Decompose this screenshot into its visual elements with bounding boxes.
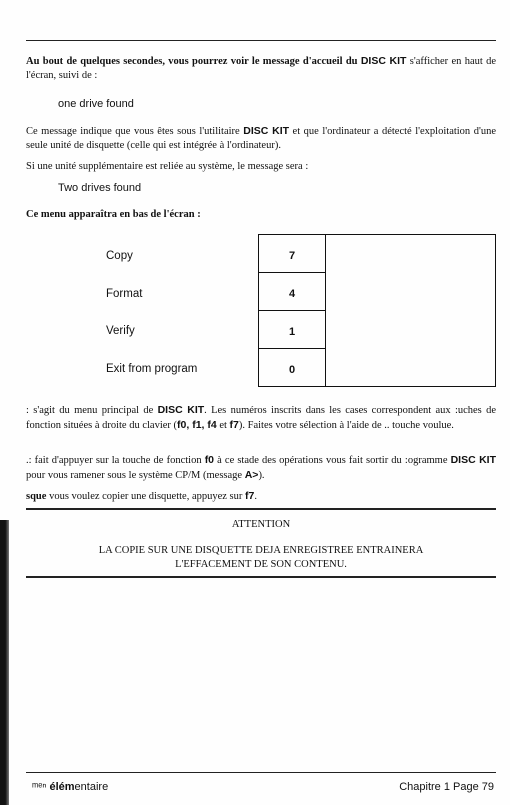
menu-item-copy: Copy	[106, 250, 133, 262]
copy-lead: sque	[26, 491, 47, 502]
warning-line-2: L'EFFACEMENT DE SON CONTENU.	[175, 559, 347, 570]
menu-key-copy: 7	[288, 250, 296, 262]
footer-rest: entaire	[74, 781, 109, 793]
main-menu-text: et	[216, 420, 230, 431]
footer-rule	[26, 772, 496, 773]
footer-bold: élém	[49, 781, 75, 793]
message-one-drive: one drive found	[58, 98, 134, 110]
copy-text: vous voulez copier une disquette, appuyez sur	[46, 491, 246, 502]
exit-text: pour vous ramener sous le système CP/M (message	[26, 470, 245, 481]
binding-edge	[0, 520, 9, 805]
warning-bottom-rule	[26, 576, 496, 578]
menu-intro-paragraph: Ce menu apparaîtra en bas de l'écran :	[26, 209, 201, 220]
exit-text-end: ).	[258, 470, 265, 481]
function-keys: f0, f1, f4	[177, 419, 217, 431]
function-key-f7: f7	[229, 419, 239, 431]
warning-title: ATTENTION	[231, 519, 291, 530]
cpm-prompt: A>	[244, 469, 259, 481]
intro-text-end: s'afficher en haut de l'écran, suivi de :	[26, 56, 497, 81]
intro-text: Au bout de quelques secondes, vous pourrez voir le message d'accueil du	[26, 56, 361, 67]
menu-key-format: 4	[288, 288, 296, 300]
menu-item-verify: Verify	[106, 325, 135, 337]
main-menu-text: : s'agit du menu principal de	[26, 405, 158, 416]
menu-item-format: Format	[106, 288, 143, 300]
menu-key-exit: 0	[288, 364, 296, 376]
exit-paragraph	[26, 453, 496, 483]
table-row-divider	[259, 310, 326, 311]
detect-text: Ce message indique que vous êtes sous l'utilitaire	[26, 126, 244, 137]
copy-paragraph	[26, 489, 496, 504]
warning-line-1: LA COPIE SUR UNE DISQUETTE DEJA ENREGISTREE ENTRAINERA	[98, 545, 424, 556]
table-row-divider	[259, 348, 326, 349]
copy-text-end: .	[254, 491, 257, 502]
detect-text-end: et que l'ordinateur a détecté l'exploitation d'une seule unité de disquette (celle qui est intégrée à l'ordinateur).	[26, 126, 496, 151]
top-rule	[26, 40, 496, 41]
intro-paragraph	[26, 54, 496, 83]
footer-left	[32, 781, 108, 793]
brand-name: DISC KIT	[243, 125, 290, 137]
page-number: Chapitre 1 Page 79	[399, 781, 494, 793]
extra-unit-paragraph: Si une unité supplémentaire est reliée au système, le message sera :	[26, 161, 309, 172]
brand-name: DISC KIT	[360, 55, 407, 67]
footer-prefix: ᵐᵉⁿ	[32, 781, 50, 793]
detect-paragraph	[26, 124, 496, 153]
function-key-f0: f0	[204, 454, 215, 466]
main-menu-paragraph	[26, 403, 496, 433]
exit-text: .: fait d'appuyer sur la touche de fonction	[26, 455, 205, 466]
main-menu-text: . Les numéros inscrits dans les cases correspondent aux :uches de fonction situées à droite du clavier (	[26, 405, 496, 431]
exit-text: à ce stade des opérations vous fait sortir du :ogramme	[214, 455, 451, 466]
warning-top-rule	[26, 508, 496, 510]
menu-item-exit: Exit from program	[106, 363, 198, 375]
table-row-divider	[259, 272, 326, 273]
menu-key-table	[258, 234, 496, 387]
menu-key-verify: 1	[288, 326, 296, 338]
brand-name: DISC KIT	[157, 404, 205, 416]
brand-name: DISC KIT	[450, 454, 496, 466]
main-menu-text-end: ). Faites votre sélection à l'aide de .. touche voulue.	[238, 420, 454, 431]
function-key-f7: f7	[245, 490, 255, 502]
message-two-drives: Two drives found	[58, 182, 142, 194]
